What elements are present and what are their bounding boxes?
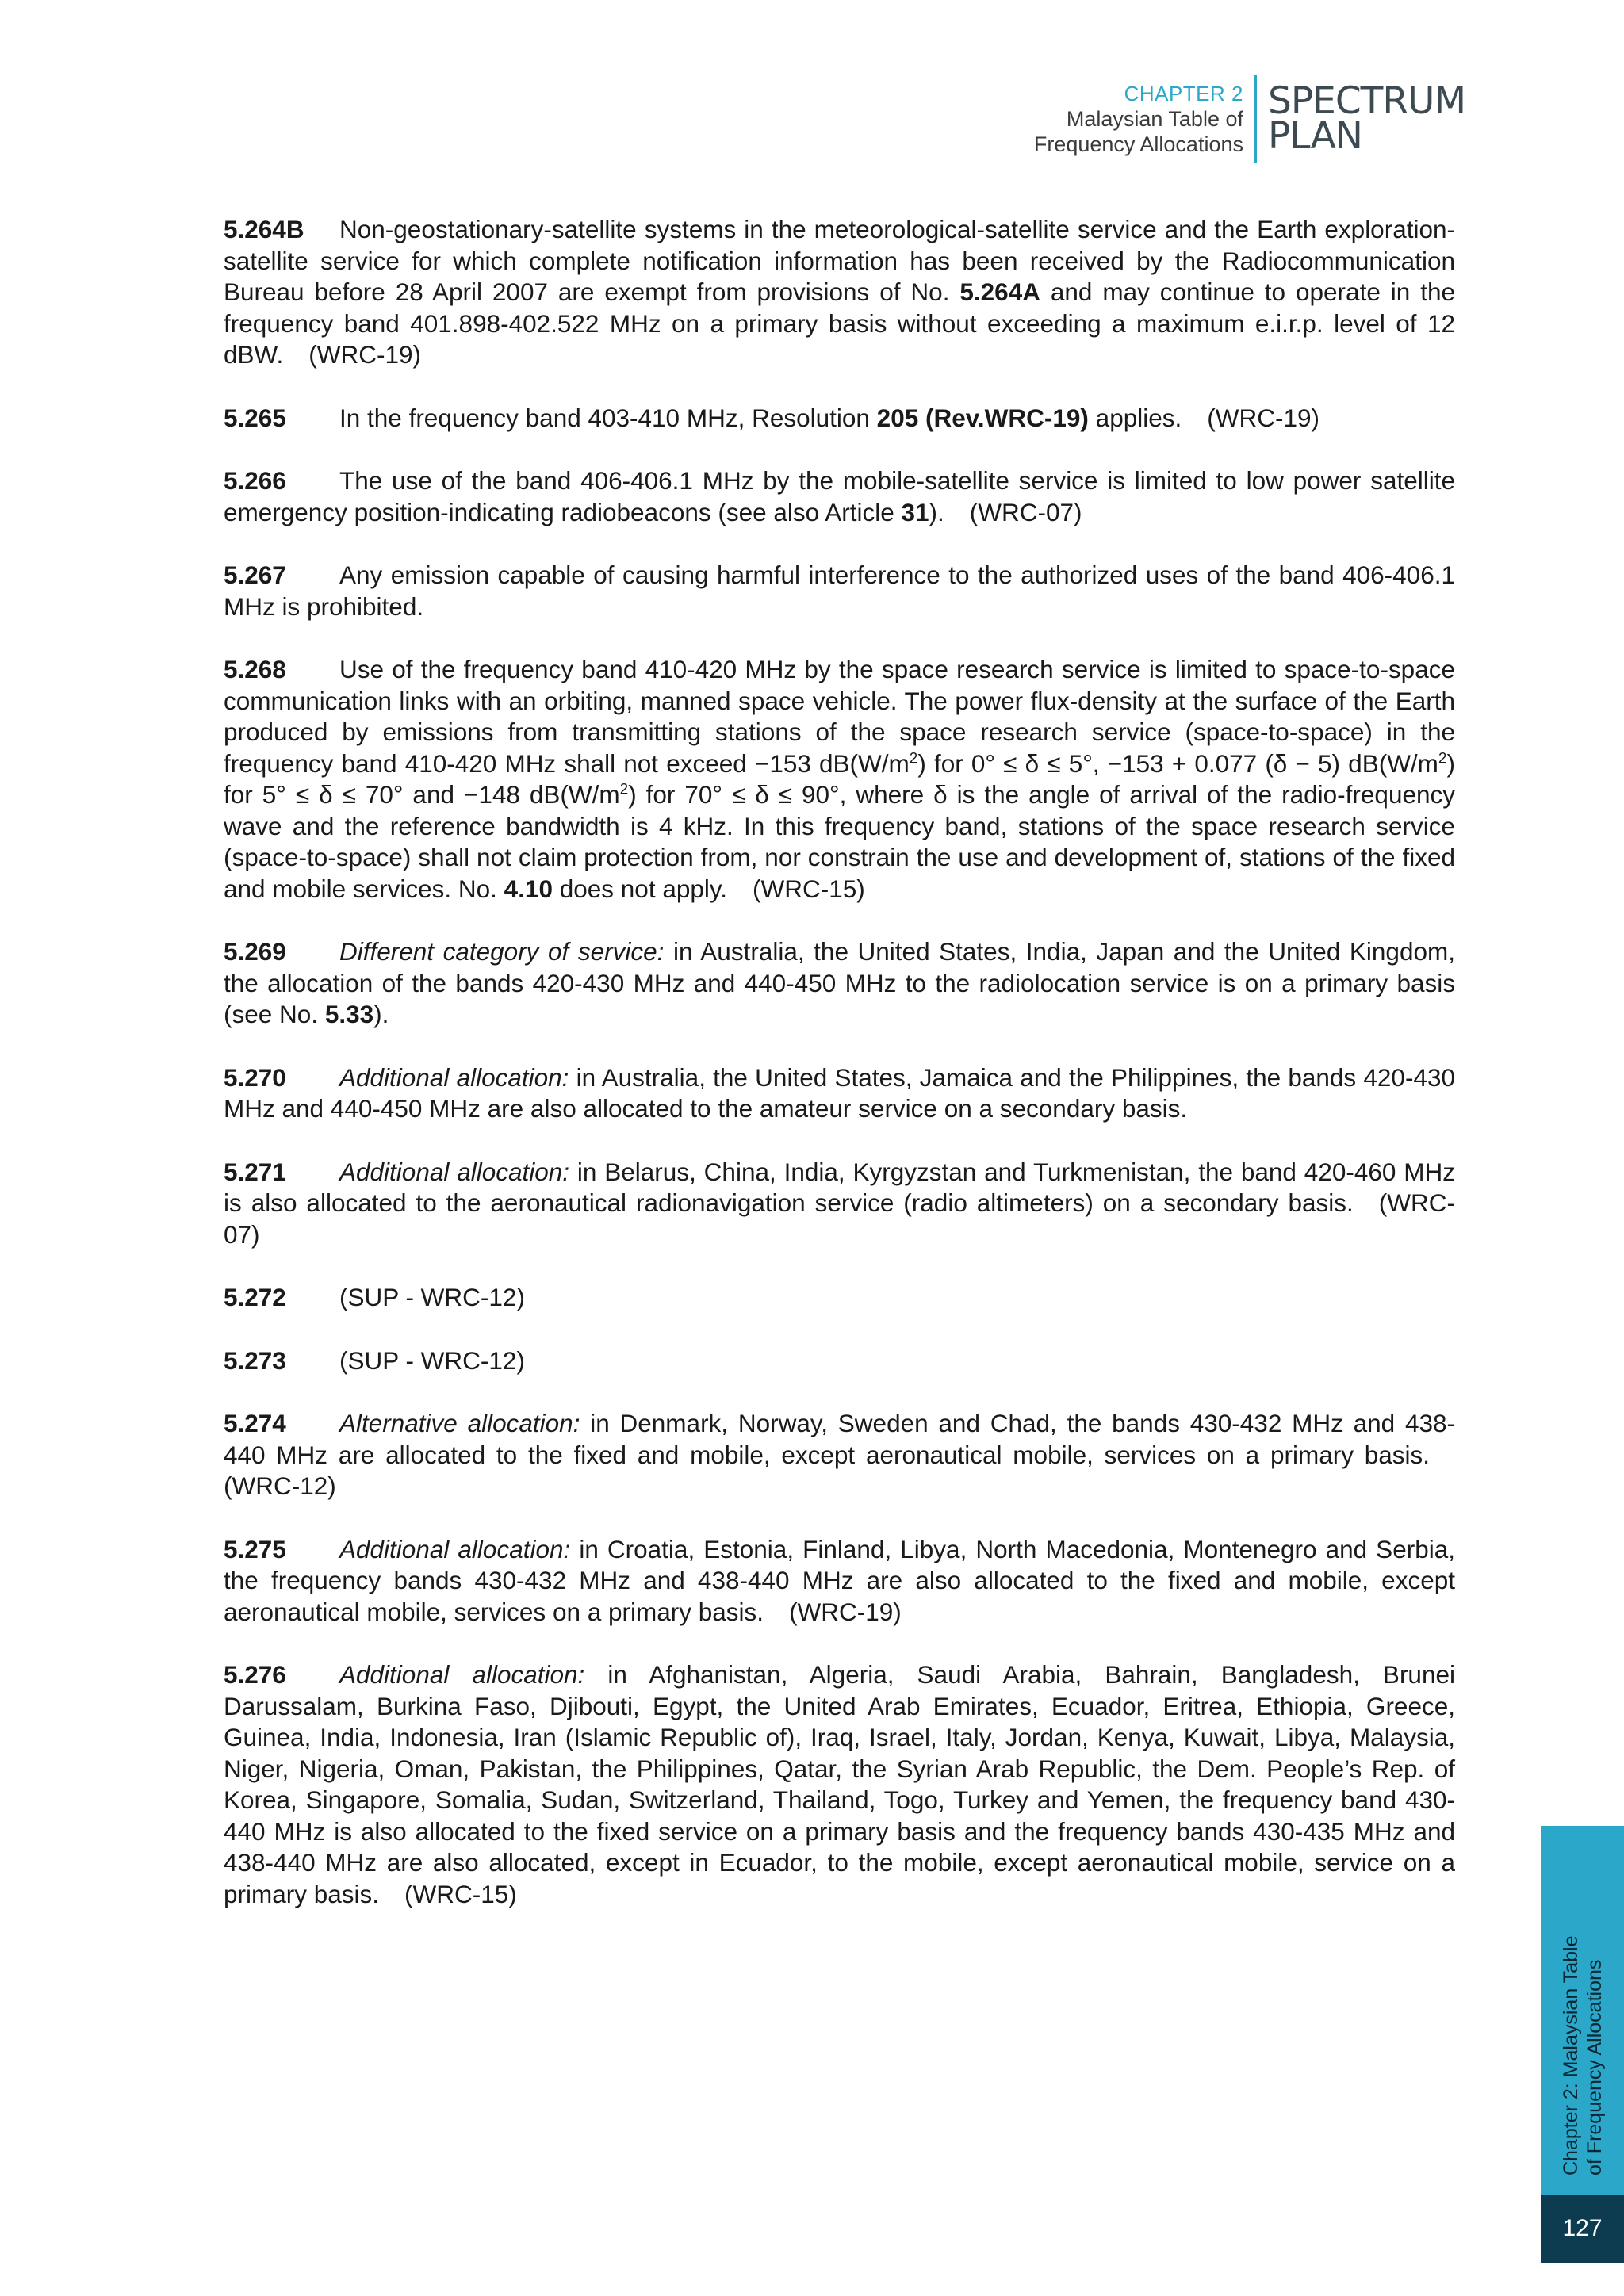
side-tab-label (1541, 1826, 1624, 2195)
footnote-number: 5.265 (224, 403, 286, 432)
chapter-heading (1034, 75, 1257, 163)
wrc-tag: (WRC-07) (224, 1188, 1455, 1249)
allocation-label: Additional allocation: (339, 1534, 571, 1563)
allocation-label: Alternative allocation: (339, 1409, 580, 1437)
document-body (224, 214, 1455, 1942)
footnote-text: in Denmark, Norway, Sweden and Chad, the bands 430-432 MHz and 438-440 MHz are allocated to the fixed and mobile, except aeronautical mobile, services on a primary basis. (224, 1409, 1456, 1469)
footnote-number: 5.270 (224, 1062, 286, 1092)
footnote-text: in Afghanistan, Algeria, Saudi Arabia, Bahrain, Bangladesh, Brunei Darussalam, Burkina Faso, Djibouti, Egypt, the United Arab Emirates, Ecuador, Eritrea, Ethiopia, Greece, Guinea, India, Indonesia, Iran (Islamic Republic of), Iraq, Israel, Italy, Jordan, Kenya, Kuwait, Libya, Malaysia, Niger, Nigeria, Oman, Pakistan, the Philippines, Qatar, the Syrian Arab Republic, the Dem. People’s Rep. of Korea, Singapore, Somalia, Sudan, Switzerland, Thailand, Togo, Turkey and Yemen, the frequency band 430-440 MHz is also allocated to the fixed service on a primary basis and the frequency bands 430-435 MHz and 438-440 MHz are also allocated, except in Ecuador, to the mobile, except aeronautical mobile, service on a primary basis. (224, 1660, 1455, 1908)
footnote-text: does not apply. (552, 874, 728, 903)
page-number-box (1541, 2195, 1624, 2263)
footnote-text: Non-geostationary-satellite systems in the meteorological-satellite service and the Earth exploration-satellite service for which complete notification information has been received by the Radiocommunication Bureau before 28 April 2007 are exempt from provisions of No. (224, 215, 1455, 306)
footnote-5-274 (224, 1408, 1455, 1502)
footnote-5-273 (224, 1345, 1455, 1377)
wrc-tag: (WRC-15) (753, 874, 865, 903)
footnote-text: ). (929, 497, 944, 526)
spectrum-plan-logo (1257, 75, 1465, 163)
superscript: 2 (909, 750, 918, 767)
footnote-text: In the frequency band 403-410 MHz, Resolution (339, 403, 877, 432)
footnote-5-271 (224, 1157, 1455, 1251)
superscript: 2 (1438, 750, 1447, 767)
footnote-number: 5.271 (224, 1157, 286, 1186)
footnote-text: in Australia, the United States, India, Japan and the United Kingdom, the allocation of the bands 420-430 MHz and 440-450 MHz to the radiolocation service is on a primary basis (see No. (224, 937, 1455, 1028)
footnote-text: ) for 70° ≤ δ ≤ 90°, where δ is the angle of arrival of the radio-frequency wave and the reference bandwidth is 4 kHz. In this frequency band, stations of the space research service (space-to-space) shall not claim protection from, nor constrain the use and development of, stations of the fixed and mobile services. No. (224, 780, 1455, 903)
chapter-number: CHAPTER 2 (1124, 82, 1243, 105)
page-number: 127 (1562, 2215, 1603, 2241)
footnote-text: (SUP - WRC-12) (339, 1283, 525, 1311)
wrc-tag: (WRC-19) (308, 340, 422, 369)
side-tab-line-2: of Frequency Allocations (1583, 1959, 1606, 2175)
footnote-text: in Australia, the United States, Jamaica and the Philippines, the bands 420-430 MHz and 440-450 MHz are also allocated to the amateur service on a secondary basis. (224, 1062, 1455, 1123)
wrc-tag: (WRC-19) (789, 1597, 902, 1626)
allocation-label: Additional allocation: (339, 1157, 570, 1186)
footnote-number: 5.273 (224, 1345, 286, 1375)
footnote-number: 5.269 (224, 937, 286, 966)
allocation-label: Different category of service: (339, 937, 665, 966)
footnote-number: 5.267 (224, 561, 286, 589)
footnote-reference: 205 (Rev.WRC-19) (876, 403, 1089, 432)
footnote-number: 5.272 (224, 1283, 286, 1311)
footnote-number: 5.266 (224, 466, 286, 495)
footnote-text: ) for 5° ≤ δ ≤ 70° and −148 dB(W/m (224, 748, 1455, 809)
footnote-5-276 (224, 1659, 1455, 1910)
footnote-5-269 (224, 936, 1455, 1031)
footnote-reference: 4.10 (504, 874, 553, 903)
footnote-5-272 (224, 1282, 1455, 1314)
footnote-text: (SUP - WRC-12) (339, 1345, 525, 1375)
wrc-tag: (WRC-12) (224, 1471, 336, 1500)
footnote-5-270 (224, 1062, 1455, 1125)
footnote-number: 5.274 (224, 1409, 286, 1437)
footnote-text: Any emission capable of causing harmful interference to the authorized uses of the band 406-406.1 MHz is prohibited. (224, 561, 1455, 621)
footnote-5-264B (224, 214, 1455, 371)
superscript: 2 (619, 781, 629, 798)
footnote-number: 5.268 (224, 655, 286, 683)
wrc-tag: (WRC-19) (1207, 403, 1320, 432)
footnote-reference: 5.264A (959, 277, 1040, 306)
footnote-5-265 (224, 403, 1455, 434)
side-tab-line-1: Chapter 2: Malaysian Table (1559, 1935, 1582, 2175)
allocation-label: Additional allocation: (339, 1660, 585, 1689)
chapter-title-line-2: Frequency Allocations (1033, 132, 1243, 156)
footnote-text: applies. (1088, 403, 1182, 432)
logo-word-spectrum: SPECTRUM (1267, 79, 1465, 123)
footnote-5-268 (224, 654, 1455, 905)
footnote-text: ) for 0° ≤ δ ≤ 5°, −153 + 0.077 (δ − 5) dB(W/m (917, 748, 1438, 778)
footnote-text: Use of the frequency band 410-420 MHz by the space research service is limited to space-to-space communication links with an orbiting, manned space vehicle. The power flux-density at the surface of the Earth produced by emissions from transmitting stations of the space research service (space-to-space) in the frequency band 410-420 MHz shall not exceed −153 dB(W/m (224, 655, 1455, 778)
footnote-text: and may continue to operate in the frequency band 401.898-402.522 MHz on a primary basis without exceeding a maximum e.i.r.p. level of 12 dBW. (224, 277, 1455, 369)
chapter-side-tab (1541, 1826, 1624, 2195)
footnote-number: 5.276 (224, 1660, 286, 1689)
footnote-number: 5.264B (224, 215, 304, 243)
allocation-label: Additional allocation: (339, 1062, 569, 1092)
footnote-reference: 5.33 (324, 1000, 374, 1028)
footnote-number: 5.275 (224, 1534, 286, 1563)
logo-word-plan: PLAN (1267, 114, 1362, 158)
footnote-reference: 31 (901, 497, 929, 526)
wrc-tag: (WRC-07) (969, 497, 1082, 526)
chapter-title-line-1: Malaysian Table of (1066, 107, 1243, 131)
footnote-text: ). (373, 1000, 389, 1028)
footnote-5-267 (224, 560, 1455, 622)
footnote-text: in Croatia, Estonia, Finland, Libya, North Macedonia, Montenegro and Serbia, the frequency bands 430-432 MHz and 438-440 MHz are also allocated to the fixed and mobile, except aeronautical mobile, services on a primary basis. (224, 1534, 1455, 1626)
page-header (1034, 75, 1465, 163)
footnote-5-275 (224, 1534, 1455, 1628)
footnote-text: The use of the band 406-406.1 MHz by the mobile-satellite service is limited to low power satellite emergency position-indicating radiobeacons (see also Article (224, 466, 1455, 526)
wrc-tag: (WRC-15) (404, 1879, 517, 1908)
footnote-text: in Belarus, China, India, Kyrgyzstan and Turkmenistan, the band 420-460 MHz is also allocated to the aeronautical radionavigation service (radio altimeters) on a secondary basis. (224, 1157, 1455, 1217)
footnote-5-266 (224, 465, 1455, 528)
